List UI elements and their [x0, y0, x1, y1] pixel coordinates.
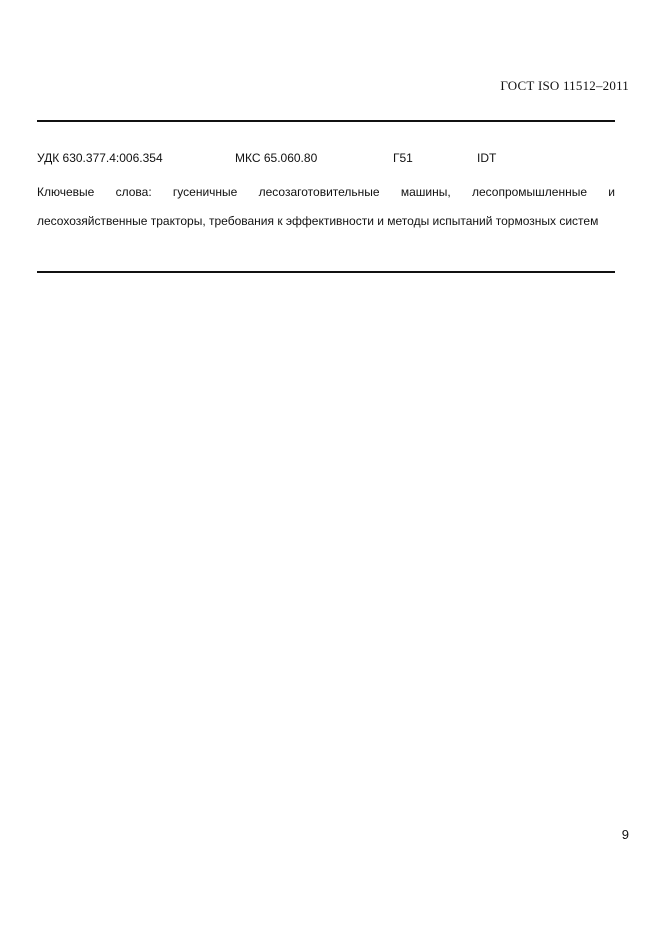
page-number: 9: [621, 827, 629, 842]
keywords-paragraph: Ключевые слова: гусеничные лесозаготовительные машины, лесопромышленные и лесохозяйственные тракторы, требования к эффективности и методы испытаний тормозных систем: [37, 185, 615, 228]
bottom-divider: [37, 271, 615, 273]
mks-code: МКС 65.060.80: [235, 151, 318, 165]
udk-code: УДК 630.377.4:006.354: [37, 151, 163, 165]
classifier-row: [37, 151, 615, 167]
top-divider: [37, 120, 615, 122]
okp-code: Г51: [393, 151, 413, 165]
correspondence-degree: IDT: [477, 151, 497, 165]
document-code: ГОСТ ISO 11512–2011: [500, 78, 629, 93]
